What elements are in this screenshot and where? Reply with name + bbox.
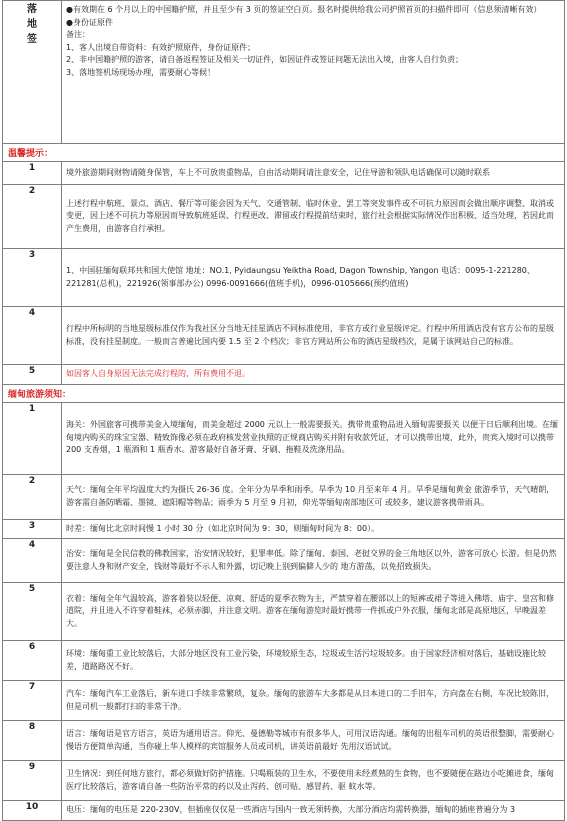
landing-line: 1、客人出境自带资料：有效护照原件，身份证原件； xyxy=(66,42,256,52)
row-number: 5 xyxy=(3,583,62,641)
row-text: 衣着：缅甸全年气温较高，游客着装以轻便、凉爽、舒适的夏季衣物为主，严禁穿着在腰部以上的短裤或裙子等进入佛塔、庙宇、皇宫和修道院，并且进入不许穿着鞋袜，必须赤脚，并注意文明。游客在缅甸游览时最好携带一件抓或户外衣服，缅甸北部是高原地区，早晚温差大。 xyxy=(62,583,565,641)
landing-visa-table xyxy=(2,0,565,144)
landing-line: ●有效期在 6 个月以上的中国籍护照，并且至少有 3 页的签证空白页。报名时提供给我公司护照首页的扫描件即可（信息须清晰有效） xyxy=(66,5,542,14)
tips-section-title xyxy=(2,144,565,161)
landing-line: 3、落地签机场现场办理，需要耐心等候！ xyxy=(66,67,216,77)
row-text: 电压：缅甸的电压是 220-230V，但插座仅仅是一些酒店与国内一致无须转换，大部分酒店均需转换器，缅甸的插座普遍分为 3 xyxy=(62,801,565,821)
side-label-char: 签 xyxy=(27,34,37,45)
row-number: 5 xyxy=(3,365,62,385)
row-number: 2 xyxy=(3,474,62,519)
row-number: 4 xyxy=(3,307,62,365)
row-text: 语言：缅甸语是官方语言，英语为通用语言。仰光、曼德勒等城市有很多华人，可用汉语沟通。缅甸的出租车司机的英语很整脚，需要耐心慢语方便简单沟通，当你碰上华人模样的宾馆服务人员或司机，讲英语前最好 先用汉语试试。 xyxy=(62,721,565,761)
tips-table xyxy=(2,161,565,385)
row-number: 1 xyxy=(3,162,62,185)
landing-line: 2、非中国籍护照的游客，请自备返程签证及相关一切证件，如因证件或签证问题无法出入境，由客人自行负责； xyxy=(66,55,464,64)
row-text: 汽车：缅甸汽车工业落后，新车进口手续非常繁琐，复杂。缅甸的旅游车大多都是从日本进口的二手旧车，方向盘在右侧，车况比较陈旧，但是司机一般都打扫的非常干净。 xyxy=(62,681,565,721)
myanmar-section-title xyxy=(2,385,565,402)
row-text: 海关：外国旅客可携带美金入境缅甸，而美金超过 2000 元以上一般需要报关。携带贵重物品进入缅甸需要报关 以便于日后顺利出境。在缅甸境内购买的珠宝宝器、精致饰像必须在政府核发营业执照的正规商店购买并附有收款凭证，才可以携带出境，此外，贵宾入境时可以携带 200 支香烟，1 瓶酒和 1 瓶香水。游客最好自备牙膏、牙刷、拖鞋及洗涤用品。 xyxy=(62,402,565,474)
side-label-char: 地 xyxy=(27,19,37,30)
itinerary-document xyxy=(2,0,565,821)
row-number: 7 xyxy=(3,681,62,721)
row-text: 天气：缅甸全年平均温度大约为摄氏 26-36 度。全年分为旱季和雨季。旱季为 10 月至来年 4 月。旱季是缅甸黄金 旅游季节，天气晴朗，游客需自备防晒霜、墨镜、遮阳帽等物品；雨季为 5 月至 9 月初，仰光等缅甸南部地区可 或较多，建议游客携带雨具。 xyxy=(62,474,565,519)
landing-line: 备注： xyxy=(66,30,90,39)
landing-visa-content xyxy=(62,1,565,144)
side-label-char: 落 xyxy=(27,4,37,15)
row-text: 卫生情况：到任何地方旅行，都必须做好防护措施。只喝瓶装的卫生水，不要使用未经煮熟的生食物，也不要随便在路边小吃摊进食，缅甸医疗比较落后，游客请自备一些防治平常的药以及止泻药、创可贴、感冒药、驱 蚊水等。 xyxy=(62,761,565,801)
row-number: 3 xyxy=(3,249,62,307)
row-text: 行程中所标明的当地星级标准仅作为我社区分当地无挂星酒店不同标准使用，非官方或行业星级评定。行程中所用酒店没有官方公布的星级标准，没有挂星制度。一般而言普遍比国内要 1.5 至 2 个档次；非官方网站所公布的酒店星级档次，是属于该网站自己的标准。 xyxy=(62,307,565,365)
row-text: 环境：缅甸重工业比较落后，大部分地区没有工业污染，环境较原生态，垃圾或生活污垃圾较多。由于国家经济相对落后，基础设施比较差，道路路况不好。 xyxy=(62,641,565,681)
row-number: 10 xyxy=(3,801,62,821)
row-number: 4 xyxy=(3,539,62,583)
row-text: 上述行程中航班、景点、酒店、餐厅等可能会因为天气、交通管制、临时休业、罢工等突发事件或不可抗力原因而会做出顺序调整、取消或变更，因上述不可抗力等原因而导致航班延误、行程更改、滞留或行程提前结束时，旅行社会根据实际情况作出积极、适当处理，若因此而产生费用，由游客自行承担。 xyxy=(62,185,565,249)
row-text-warning: 如因客人自身原因无法完成行程的，所有费用不退。 xyxy=(62,365,565,385)
row-text: 治安：缅甸是全民信教的佛教国家，治安情况较好，犯罪率低。除了缅甸、泰国、老挝交界的金三角地区以外，游客可放心 长游。但是仍然要注意人身和财产安全，钱财等最好不示人和外露，切记晚上别到偏僻人少的 地方游荡，以免招致损失。 xyxy=(62,539,565,583)
row-number: 8 xyxy=(3,721,62,761)
row-number: 6 xyxy=(3,641,62,681)
row-text: 时差：缅甸比北京时间慢 1 小时 30 分（如北京时间为 9：30，则缅甸时间为 8：00）。 xyxy=(62,519,565,539)
row-number: 2 xyxy=(3,185,62,249)
myanmar-title-text: 缅甸旅游须知： xyxy=(8,389,72,400)
row-number: 9 xyxy=(3,761,62,801)
row-number: 1 xyxy=(3,402,62,474)
tips-title-text: 温馨提示： xyxy=(8,149,54,159)
landing-visa-side-label xyxy=(4,2,60,47)
landing-visa-label-cell xyxy=(3,1,62,144)
row-text: 境外旅游期间财物请随身保管，车上不可放贵重物品，自由活动期间请注意安全，记住导游和领队电话确保可以随时联系 xyxy=(62,162,565,185)
row-number: 3 xyxy=(3,519,62,539)
landing-line: ●身份证原件 xyxy=(66,17,113,27)
myanmar-table xyxy=(2,402,565,821)
row-text: 1、中国驻缅甸联邦共和国大使馆 地址：NO.1, Pyidaungsu Yeiktha Road, Dagon Township, Yangon 电话：0095-1-221280、221281(总机)，221926(领事部办公) 0996-0091666(值班手机)，0996-0105666(预约值班) xyxy=(62,249,565,307)
